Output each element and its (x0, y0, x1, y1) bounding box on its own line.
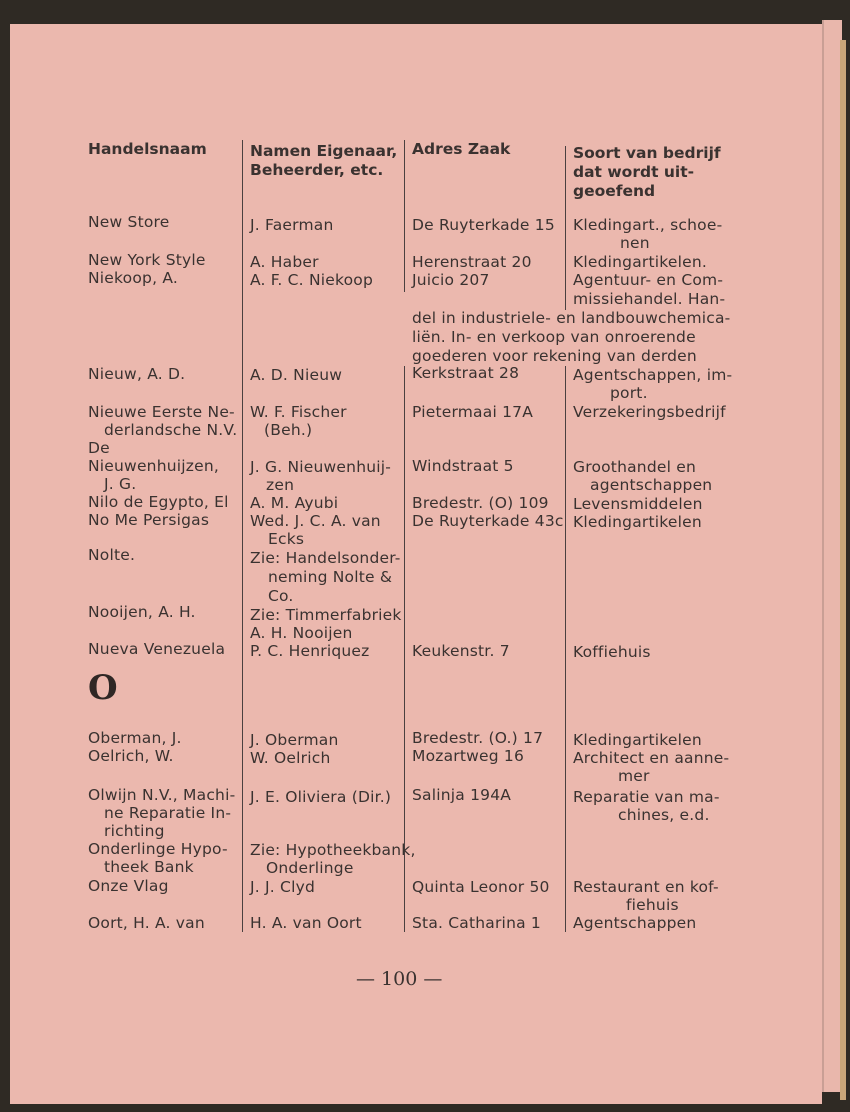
entry-address: De Ruyterkade 43c (412, 512, 564, 530)
entry-name: Olwijn N.V., Machi- (88, 786, 236, 804)
entry-owner-cont: zen (266, 476, 295, 494)
entry-name: Niekoop, A. (88, 269, 178, 287)
entry-business-cont: del in industriele- en landbouwchemica- (412, 309, 731, 327)
entry-name-cont: theek Bank (104, 858, 194, 876)
entry-business-cont: mer (618, 767, 650, 785)
column-divider-2a (404, 140, 405, 292)
entry-owner: W. F. Fischer (250, 403, 347, 421)
entry-business: Architect en aanne- (573, 749, 730, 767)
entry-business-cont: missiehandel. Han- (573, 290, 726, 308)
entry-name: No Me Persigas (88, 511, 210, 529)
entry-name: Oberman, J. (88, 729, 182, 747)
entry-owner: J. G. Nieuwenhuij- (250, 458, 392, 476)
entry-business-cont: goederen voor rekening van derden (412, 347, 697, 365)
entry-owner: J. E. Oliviera (Dir.) (250, 788, 392, 806)
entry-address: Quinta Leonor 50 (412, 878, 550, 896)
entry-name: Nueva Venezuela (88, 640, 226, 658)
entry-business: Agentschappen (573, 914, 697, 932)
entry-address: Bredestr. (O) 109 (412, 494, 549, 512)
entry-business: Restaurant en kof- (573, 878, 719, 896)
entry-name: Nilo de Egypto, El (88, 493, 229, 511)
entry-name: Nieuwenhuijzen, (88, 457, 219, 475)
entry-owner: A. Haber (250, 253, 319, 271)
entry-address: Keukenstr. 7 (412, 642, 510, 660)
entry-address: De Ruyterkade 15 (412, 216, 555, 234)
entry-address: Herenstraat 20 (412, 253, 532, 271)
entry-business: Verzekeringsbedrijf (573, 403, 726, 421)
entry-business-cont: liën. In- en verkoop van onroerende (412, 328, 696, 346)
header-soort: Soort van bedrijf dat wordt uit- geoefend (573, 144, 721, 200)
book-spine (840, 40, 846, 1100)
entry-address: Juicio 207 (412, 271, 490, 289)
column-divider-3a (565, 146, 566, 310)
entry-name: Nooijen, A. H. (88, 603, 196, 621)
entry-address: Mozartweg 16 (412, 747, 525, 765)
entry-owner: P. C. Henriquez (250, 642, 370, 660)
entry-name: Oelrich, W. (88, 747, 174, 765)
entry-business: Koffiehuis (573, 643, 651, 661)
section-letter: O (88, 668, 118, 708)
page-number: — 100 — (356, 968, 443, 990)
entry-owner-cont: neming Nolte & (268, 568, 393, 586)
header-namen: Namen Eigenaar, Beheerder, etc. (250, 142, 398, 179)
entry-name: New York Style (88, 251, 206, 269)
entry-owner: J. Faerman (250, 216, 334, 234)
entry-business-cont: nen (620, 234, 650, 252)
entry-name-cont: derlandsche N.V. (104, 421, 238, 439)
entry-name-cont: richting (104, 822, 165, 840)
entry-business: Levensmiddelen (573, 495, 703, 513)
entry-name-cont: De (88, 439, 110, 457)
entry-name-cont: J. G. (104, 475, 137, 493)
column-divider-1 (242, 140, 243, 932)
entry-address: Bredestr. (O.) 17 (412, 729, 544, 747)
entry-business-cont: agentschappen (590, 476, 713, 494)
entry-owner: J. J. Clyd (250, 878, 315, 896)
entry-name: New Store (88, 213, 170, 231)
entry-business: Reparatie van ma- (573, 788, 720, 806)
entry-business: Groothandel en (573, 458, 697, 476)
entry-owner-cont: Co. (268, 587, 294, 605)
entry-name: Onderlinge Hypo- (88, 840, 228, 858)
entry-business-cont: fiehuis (626, 896, 679, 914)
entry-owner: H. A. van Oort (250, 914, 362, 932)
entry-name: Onze Vlag (88, 877, 169, 895)
entry-business: Agentuur- en Com- (573, 271, 724, 289)
entry-name: Nieuw, A. D. (88, 365, 186, 383)
entry-owner: A. F. C. Niekoop (250, 271, 374, 289)
entry-owner: Zie: Handelsonder- (250, 549, 401, 567)
column-divider-3b (565, 366, 566, 932)
entry-business: Kledingartikelen (573, 731, 702, 749)
entry-name: Oort, H. A. van (88, 914, 205, 932)
entry-business: Kledingartikelen. (573, 253, 708, 271)
header-handelsnaam: Handelsnaam (88, 140, 207, 158)
header-adres: Adres Zaak (412, 140, 511, 158)
entry-address: Kerkstraat 28 (412, 364, 520, 382)
entry-owner-cont: Ecks (268, 530, 305, 548)
entry-business-cont: chines, e.d. (618, 806, 710, 824)
entry-owner: W. Oelrich (250, 749, 331, 767)
entry-business: Kledingart., schoe- (573, 216, 723, 234)
entry-owner-cont: (Beh.) (264, 421, 313, 439)
entry-address: Pietermaai 17A (412, 403, 534, 421)
entry-business: Agentschappen, im- (573, 366, 733, 384)
entry-address: Salinja 194A (412, 786, 512, 804)
entry-owner-cont: A. H. Nooijen (250, 624, 353, 642)
entry-business: Kledingartikelen (573, 513, 702, 531)
entry-business-cont: port. (610, 384, 648, 402)
entry-owner: Zie: Hypotheekbank, (250, 841, 416, 859)
entry-owner: Zie: Timmerfabriek (250, 606, 402, 624)
entry-address: Sta. Catharina 1 (412, 914, 541, 932)
entry-name: Nolte. (88, 546, 136, 564)
entry-name: Nieuwe Eerste Ne- (88, 403, 235, 421)
entry-name-cont: ne Reparatie In- (104, 804, 232, 822)
entry-owner: A. D. Nieuw (250, 366, 343, 384)
entry-owner: Wed. J. C. A. van (250, 512, 381, 530)
page-edge (822, 20, 842, 1092)
entry-owner: A. M. Ayubi (250, 494, 339, 512)
entry-address: Windstraat 5 (412, 457, 514, 475)
entry-owner: J. Oberman (250, 731, 339, 749)
entry-owner-cont: Onderlinge (266, 859, 354, 877)
